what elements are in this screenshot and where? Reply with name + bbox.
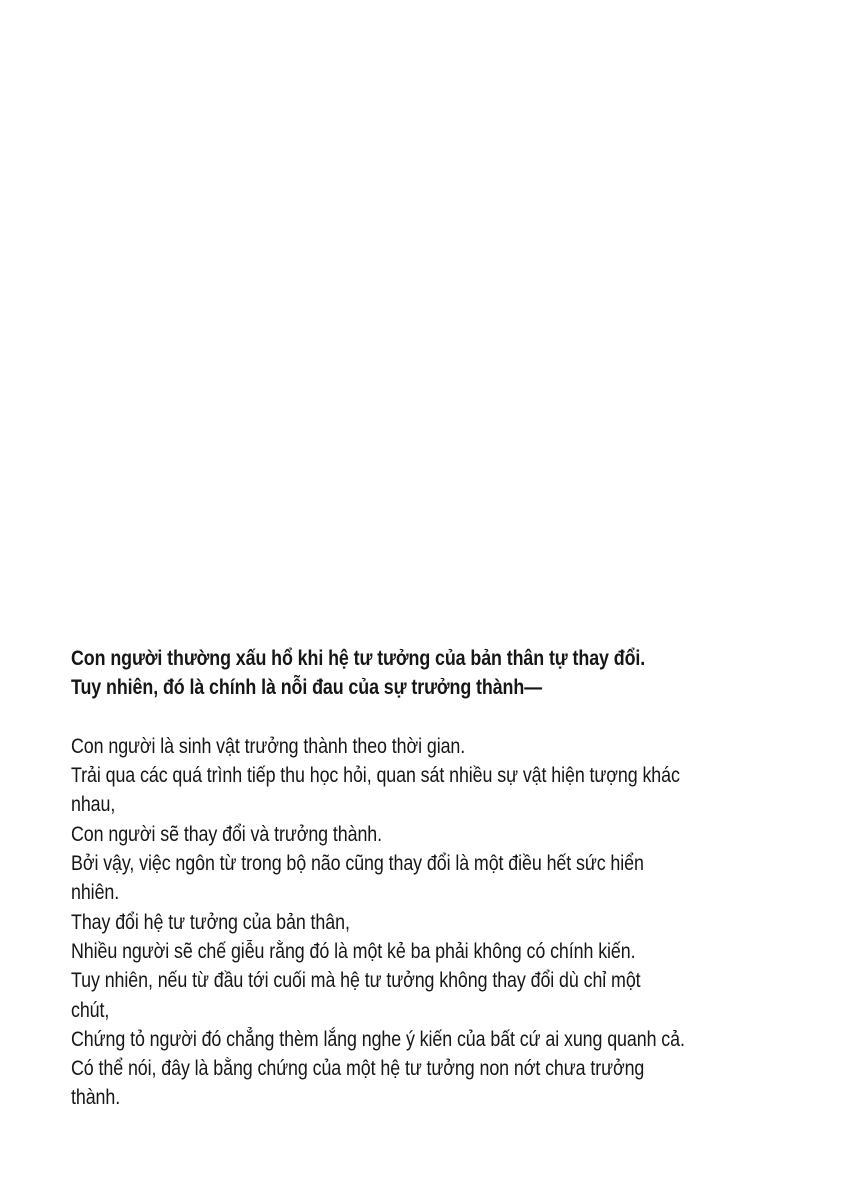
body-line: thành.	[71, 1086, 121, 1110]
heading-line: Tuy nhiên, đó là chính là nỗi đau của sự trưởng thành—	[71, 676, 542, 700]
body-line: Bởi vậy, việc ngôn từ trong bộ não cũng thay đổi là một điều hết sức hiển	[71, 852, 644, 876]
blank-line	[71, 703, 700, 732]
body-line: nhiên.	[71, 881, 120, 905]
paragraph-text	[71, 644, 811, 1113]
body-line: Tuy nhiên, nếu từ đầu tới cuối mà hệ tư tưởng không thay đổi dù chỉ một	[71, 969, 641, 993]
body-line: chút,	[71, 998, 110, 1022]
body-line: Có thể nói, đây là bằng chứng của một hệ tư tưởng non nớt chưa trưởng	[71, 1057, 645, 1081]
body-line: Con người sẽ thay đổi và trưởng thành.	[71, 822, 383, 846]
body-line: Chứng tỏ người đó chẳng thèm lắng nghe ý kiến của bất cứ ai xung quanh cả.	[71, 1027, 685, 1051]
heading-line: Con người thường xấu hổ khi hệ tư tưởng của bản thân tự thay đổi.	[71, 647, 646, 670]
body-line: nhau,	[71, 793, 116, 817]
body-line: Con người là sinh vật trưởng thành theo thời gian.	[71, 734, 466, 758]
body-line: Thay đổi hệ tư tưởng của bản thân,	[71, 910, 350, 934]
body-line: Trải qua các quá trình tiếp thu học hỏi, quan sát nhiều sự vật hiện tượng khác	[71, 764, 680, 788]
body-line: Nhiều người sẽ chế giễu rằng đó là một kẻ ba phải không có chính kiến.	[71, 939, 636, 963]
